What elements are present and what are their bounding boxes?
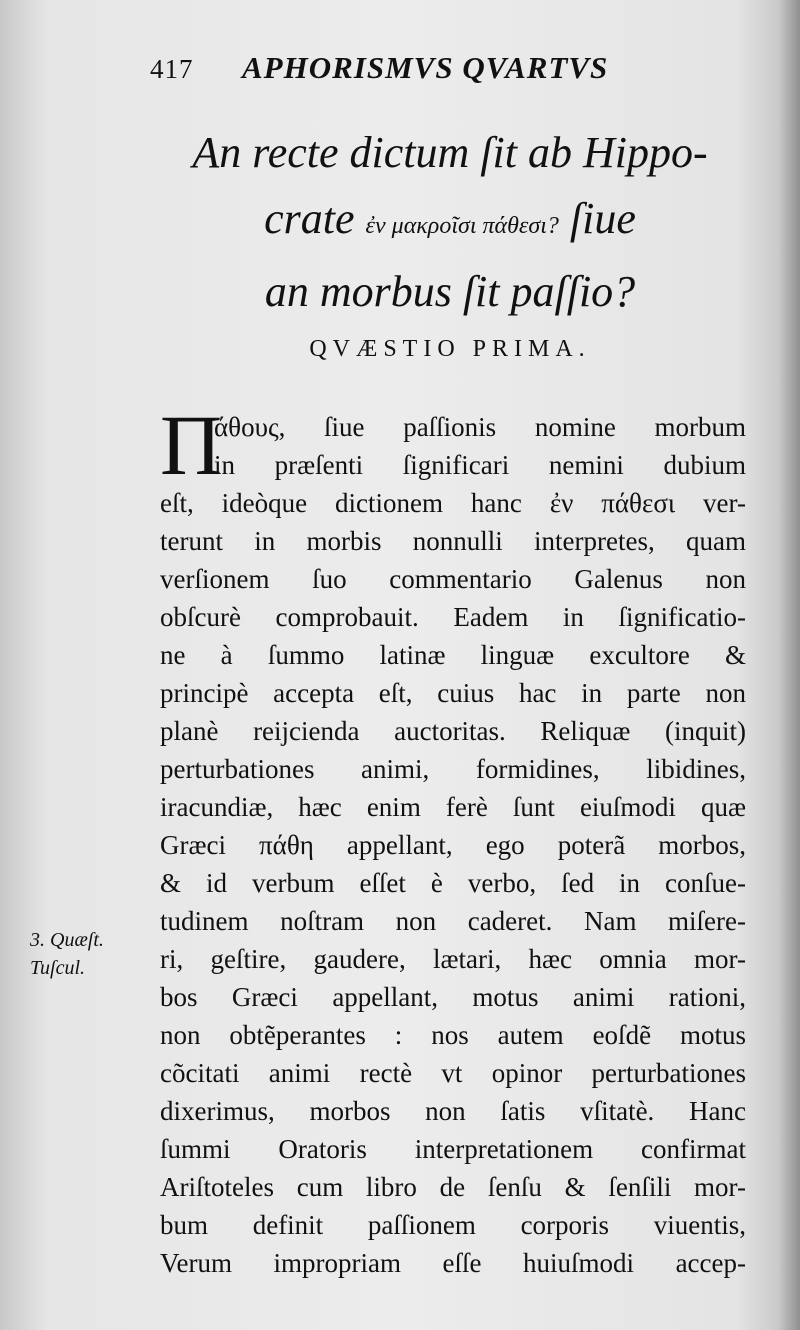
running-head: APHORISMVS QVARTVS [242,50,609,85]
title-line-1: An recte dictum ſit ab Hippo- [192,128,708,177]
body-line: Ariſtoteles cum libro de ſenſu & ſenſili mor- [160,1172,746,1202]
margin-note [30,926,140,982]
chapter-title [150,120,750,325]
body-line: terunt in morbis nonnulli interpretes, quam [160,526,746,556]
drop-cap: Π [160,397,223,493]
body-line: eſt, ideòque dictionem hanc ἐν πάθεσι ver- [160,488,746,518]
page-header [150,50,710,90]
title-line-2-start: crate [264,194,355,243]
body-line: principè accepta eſt, cuius hac in parte non [160,678,746,708]
page-gutter-shadow [778,0,800,1330]
body-line: bum definit paſſionem corporis viuentis, [160,1210,746,1240]
body-line: iracundiæ, hæc enim ferè ſunt eiuſmodi quæ [160,792,746,822]
body-line: obſcurè comprobauit. Eadem in ſignificatio- [160,602,746,632]
body-line: & id verbum eſſet è verbo, ſed in conſue- [160,868,746,898]
title-line-2 [150,186,750,259]
body-line: planè reijcienda auctoritas. Reliquæ (inquit) [160,716,746,746]
title-line-2-end: ſiue [569,194,636,243]
body-line: ri, geſtire, gaudere, lætari, hæc omnia mor- [160,944,746,974]
body-line: cõcitati animi rectè vt opinor perturbationes [160,1058,746,1088]
body-line: verſionem ſuo commentario Galenus non [160,564,746,594]
title-line-3: an morbus ſit paſſio? [264,267,636,316]
body-line: in præſenti ſignificari nemini dubium [214,450,746,480]
margin-note-line-1: 3. Quæſt. [30,929,104,951]
question-heading: QVÆSTIO PRIMA. [309,336,591,362]
title-greek-phrase: ἐν μακροῖσι πάθεσι? [365,213,559,239]
body-line: άθους, ſiue paſſionis nomine morbum [214,412,746,442]
body-line: Græci πάθη appellant, ego poterã morbos, [160,830,746,860]
body-line: perturbationes animi, formidines, libidines, [160,754,746,784]
body-line: ſummi Oratoris interpretationem confirmat [160,1134,746,1164]
margin-note-line-2: Tuſcul. [30,957,86,979]
body-line: dixerimus, morbos non ſatis vſitatè. Hanc [160,1096,746,1126]
body-line: tudinem noſtram non caderet. Nam miſere- [160,906,746,936]
body-line: bos Græci appellant, motus animi rationi, [160,982,746,1012]
body-line: Verum impropriam eſſe huiuſmodi accep- [160,1248,746,1278]
page-number: 417 [150,54,194,84]
body-line: non obtẽperantes : nos autem eoſdẽ motus [160,1020,746,1050]
body-line: ne à ſummo latinæ linguæ excultore & [160,640,746,670]
